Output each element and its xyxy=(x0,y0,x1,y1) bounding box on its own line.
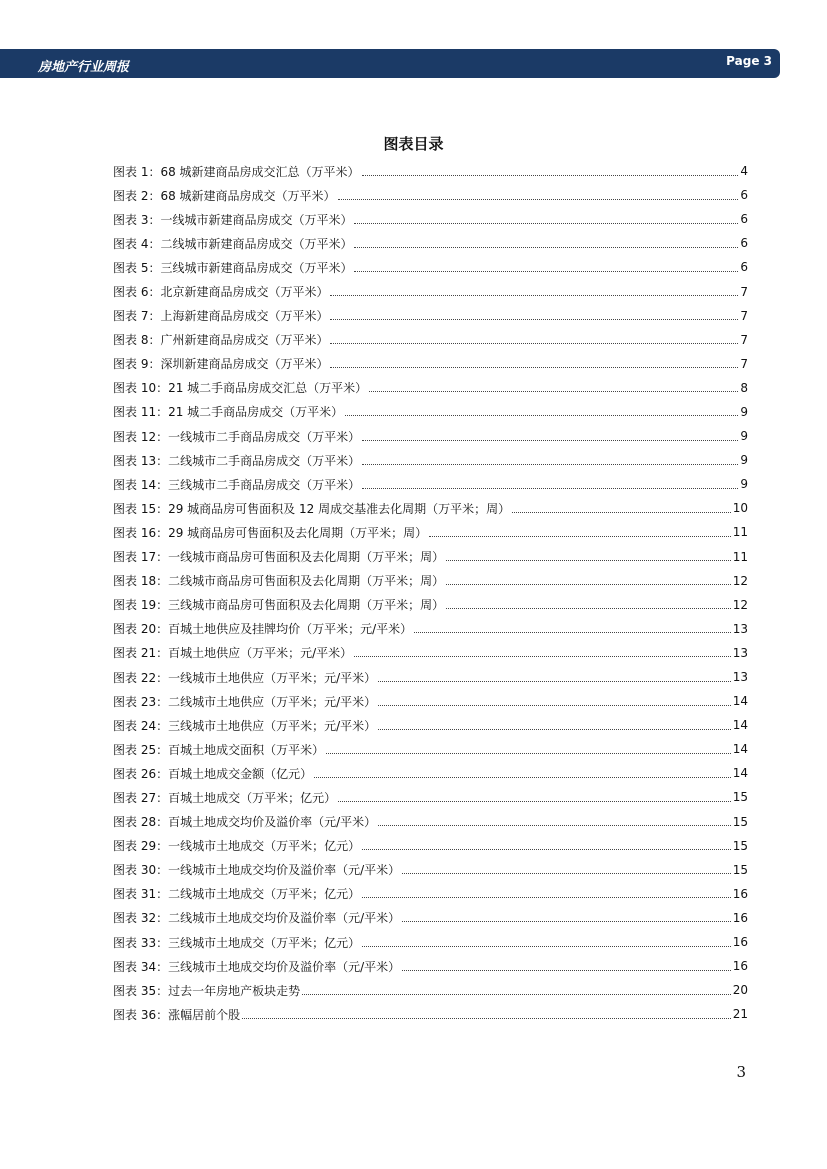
toc-entry-label: 图表 34：三线城市土地成交均价及溢价率（元/平米） xyxy=(113,959,401,974)
toc-leader-dots xyxy=(362,849,731,850)
toc-entry[interactable] xyxy=(113,424,748,448)
toc-entry-page: 9 xyxy=(740,404,748,419)
toc-entry-page: 21 xyxy=(732,1007,748,1022)
toc-entry[interactable] xyxy=(113,978,748,1002)
toc-entry-page: 11 xyxy=(732,525,748,540)
toc-entry-label: 图表 5：三线城市新建商品房成交（万平米） xyxy=(113,260,353,275)
toc-entry[interactable] xyxy=(113,882,748,906)
toc-entry-label: 图表 9：深圳新建商品房成交（万平米） xyxy=(113,357,329,372)
toc-leader-dots xyxy=(402,873,731,874)
toc-entry[interactable] xyxy=(113,376,748,400)
toc-entry[interactable] xyxy=(113,545,748,569)
toc-entry-page: 20 xyxy=(732,983,748,998)
toc-entry-label: 图表 11：21 城二手商品房成交（万平米） xyxy=(113,405,344,420)
toc-entry-page: 7 xyxy=(740,308,748,323)
header-bar xyxy=(0,49,780,78)
toc-leader-dots xyxy=(512,512,731,513)
toc-entry-label: 图表 24：三线城市土地供应（万平米；元/平米） xyxy=(113,718,377,733)
toc-entry-page: 14 xyxy=(732,766,748,781)
toc-entry-page: 13 xyxy=(732,645,748,660)
toc-leader-dots xyxy=(378,681,731,682)
toc-entry-page: 16 xyxy=(732,959,748,974)
toc-entry[interactable] xyxy=(113,159,748,183)
toc-entry-label: 图表 10：21 城二手商品房成交汇总（万平米） xyxy=(113,381,368,396)
toc-entry[interactable] xyxy=(113,689,748,713)
toc-leader-dots xyxy=(378,705,731,706)
toc-entry-page: 12 xyxy=(732,573,748,588)
toc-entry-label: 图表 15：29 城商品房可售面积及 12 周成交基准去化周期（万平米；周） xyxy=(113,501,511,516)
toc-entry-label: 图表 31：二线城市土地成交（万平米；亿元） xyxy=(113,887,361,902)
toc-entry-page: 4 xyxy=(740,164,748,179)
toc-entry[interactable] xyxy=(113,304,748,328)
toc-entry[interactable] xyxy=(113,496,748,520)
toc-entry-label: 图表 26：百城土地成交金额（亿元） xyxy=(113,766,313,781)
toc-entry-label: 图表 19：三线城市商品房可售面积及去化周期（万平米；周） xyxy=(113,598,445,613)
toc-leader-dots xyxy=(378,729,731,730)
toc-entry[interactable] xyxy=(113,352,748,376)
toc-entry-label: 图表 3：一线城市新建商品房成交（万平米） xyxy=(113,212,353,227)
toc-entry-label: 图表 23：二线城市土地供应（万平米；元/平米） xyxy=(113,694,377,709)
toc-entry[interactable] xyxy=(113,255,748,279)
toc-entry-page: 16 xyxy=(732,886,748,901)
toc-entry-page: 7 xyxy=(740,284,748,299)
toc-entry-page: 16 xyxy=(732,910,748,925)
toc-leader-dots xyxy=(362,175,739,176)
toc-entry-page: 9 xyxy=(740,429,748,444)
toc-entry[interactable] xyxy=(113,713,748,737)
toc-leader-dots xyxy=(345,415,738,416)
toc-entry-label: 图表 12：一线城市二手商品房成交（万平米） xyxy=(113,429,361,444)
toc-entry[interactable] xyxy=(113,400,748,424)
toc-entry[interactable] xyxy=(113,328,748,352)
toc-leader-dots xyxy=(338,199,739,200)
toc-entry-label: 图表 2：68 城新建商品房成交（万平米） xyxy=(113,188,336,203)
toc-entry[interactable] xyxy=(113,617,748,641)
toc-leader-dots xyxy=(414,632,731,633)
toc-entry-page: 9 xyxy=(740,477,748,492)
toc-leader-dots xyxy=(330,319,738,320)
toc-entry-label: 图表 36：涨幅居前个股 xyxy=(113,1007,241,1022)
toc-leader-dots xyxy=(362,488,738,489)
toc-entry-page: 12 xyxy=(732,597,748,612)
toc-entry-label: 图表 13：二线城市二手商品房成交（万平米） xyxy=(113,453,361,468)
toc-entry[interactable] xyxy=(113,954,748,978)
toc-leader-dots xyxy=(330,343,738,344)
toc-entry[interactable] xyxy=(113,641,748,665)
toc-entry-label: 图表 28：百城土地成交均价及溢价率（元/平米） xyxy=(113,815,377,830)
toc-leader-dots xyxy=(314,777,731,778)
toc-leader-dots xyxy=(338,801,731,802)
toc-leader-dots xyxy=(429,536,731,537)
toc-entry-page: 11 xyxy=(732,549,748,564)
toc-leader-dots xyxy=(362,946,731,947)
toc-entry-page: 6 xyxy=(740,236,748,251)
toc-leader-dots xyxy=(354,656,731,657)
toc-leader-dots xyxy=(330,295,738,296)
toc-leader-dots xyxy=(362,440,738,441)
toc-leader-dots xyxy=(330,367,738,368)
toc-entry[interactable] xyxy=(113,665,748,689)
toc-entry-label: 图表 32：二线城市土地成交均价及溢价率（元/平米） xyxy=(113,911,401,926)
toc-entry-page: 8 xyxy=(740,380,748,395)
toc-entry-label: 图表 35：过去一年房地产板块走势 xyxy=(113,983,301,998)
toc-title: 图表目录 xyxy=(383,135,444,153)
toc-entry-label: 图表 20：百城土地供应及挂牌均价（万平米；元/平米） xyxy=(113,622,413,637)
toc-entry-label: 图表 14：三线城市二手商品房成交（万平米） xyxy=(113,477,361,492)
toc-leader-dots xyxy=(446,608,731,609)
toc-entry[interactable] xyxy=(113,569,748,593)
toc-entry-label: 图表 4：二线城市新建商品房成交（万平米） xyxy=(113,236,353,251)
toc-entry-label: 图表 17：一线城市商品房可售面积及去化周期（万平米；周） xyxy=(113,550,445,565)
toc-entry-label: 图表 30：一线城市土地成交均价及溢价率（元/平米） xyxy=(113,863,401,878)
toc-entry-label: 图表 8：广州新建商品房成交（万平米） xyxy=(113,333,329,348)
toc-leader-dots xyxy=(354,247,738,248)
toc-entry-page: 14 xyxy=(732,694,748,709)
toc-entry[interactable] xyxy=(113,1002,748,1026)
toc-entry[interactable] xyxy=(113,593,748,617)
toc-entry[interactable] xyxy=(113,834,748,858)
toc-entry[interactable] xyxy=(113,207,748,231)
toc-leader-dots xyxy=(362,897,731,898)
toc-entry[interactable] xyxy=(113,279,748,303)
toc-entry[interactable] xyxy=(113,858,748,882)
toc-entry-page: 7 xyxy=(740,332,748,347)
toc-leader-dots xyxy=(378,825,731,826)
toc-leader-dots xyxy=(402,921,731,922)
toc-entry[interactable] xyxy=(113,785,748,809)
toc-entry[interactable] xyxy=(113,231,748,255)
toc-entry-label: 图表 7：上海新建商品房成交（万平米） xyxy=(113,309,329,324)
toc-entry-page: 14 xyxy=(732,742,748,757)
toc-entry[interactable] xyxy=(113,472,748,496)
toc-entry-label: 图表 25：百城土地成交面积（万平米） xyxy=(113,742,325,757)
toc-entry[interactable] xyxy=(113,906,748,930)
toc-leader-dots xyxy=(302,994,731,995)
toc-entry-page: 16 xyxy=(732,935,748,950)
toc-entry-label: 图表 1：68 城新建商品房成交汇总（万平米） xyxy=(113,164,360,179)
report-title: 房地产行业周报 xyxy=(38,60,130,75)
toc-leader-dots xyxy=(369,391,738,392)
toc-leader-dots xyxy=(362,464,738,465)
toc-entry[interactable] xyxy=(113,761,748,785)
toc-entry[interactable] xyxy=(113,930,748,954)
toc-entry-label: 图表 18：二线城市商品房可售面积及去化周期（万平米；周） xyxy=(113,574,445,589)
toc-leader-dots xyxy=(326,753,731,754)
toc-entry-page: 6 xyxy=(740,260,748,275)
toc-entry-label: 图表 22：一线城市土地供应（万平米；元/平米） xyxy=(113,670,377,685)
toc-entry-page: 10 xyxy=(732,501,748,516)
toc-entry-label: 图表 6：北京新建商品房成交（万平米） xyxy=(113,285,329,300)
toc-leader-dots xyxy=(446,584,731,585)
toc-entry-page: 13 xyxy=(732,670,748,685)
toc-entry-page: 13 xyxy=(732,621,748,636)
toc-entry-label: 图表 21：百城土地供应（万平米；元/平米） xyxy=(113,646,353,661)
toc-entry-page: 15 xyxy=(732,862,748,877)
toc-entry-page: 7 xyxy=(740,356,748,371)
toc-entry-page: 6 xyxy=(740,212,748,227)
toc-entry-page: 9 xyxy=(740,453,748,468)
page-number: 3 xyxy=(736,1063,746,1081)
toc-leader-dots xyxy=(354,223,738,224)
toc-leader-dots xyxy=(446,560,731,561)
toc-entry-label: 图表 16：29 城商品房可售面积及去化周期（万平米；周） xyxy=(113,525,428,540)
toc-leader-dots xyxy=(402,970,731,971)
toc-entry-label: 图表 29：一线城市土地成交（万平米；亿元） xyxy=(113,839,361,854)
toc-leader-dots xyxy=(242,1018,731,1019)
toc-entry-page: 15 xyxy=(732,790,748,805)
header-page-label: Page 3 xyxy=(726,54,772,68)
toc-entry[interactable] xyxy=(113,448,748,472)
toc-list xyxy=(113,159,748,1026)
toc-leader-dots xyxy=(354,271,738,272)
toc-entry-label: 图表 33：三线城市土地成交（万平米；亿元） xyxy=(113,935,361,950)
toc-entry-page: 14 xyxy=(732,718,748,733)
toc-entry[interactable] xyxy=(113,737,748,761)
toc-entry-page: 15 xyxy=(732,838,748,853)
toc-entry[interactable] xyxy=(113,183,748,207)
toc-entry[interactable] xyxy=(113,810,748,834)
toc-entry-page: 15 xyxy=(732,814,748,829)
toc-entry-label: 图表 27：百城土地成交（万平米；亿元） xyxy=(113,790,337,805)
toc-entry-page: 6 xyxy=(740,188,748,203)
toc-entry[interactable] xyxy=(113,520,748,544)
